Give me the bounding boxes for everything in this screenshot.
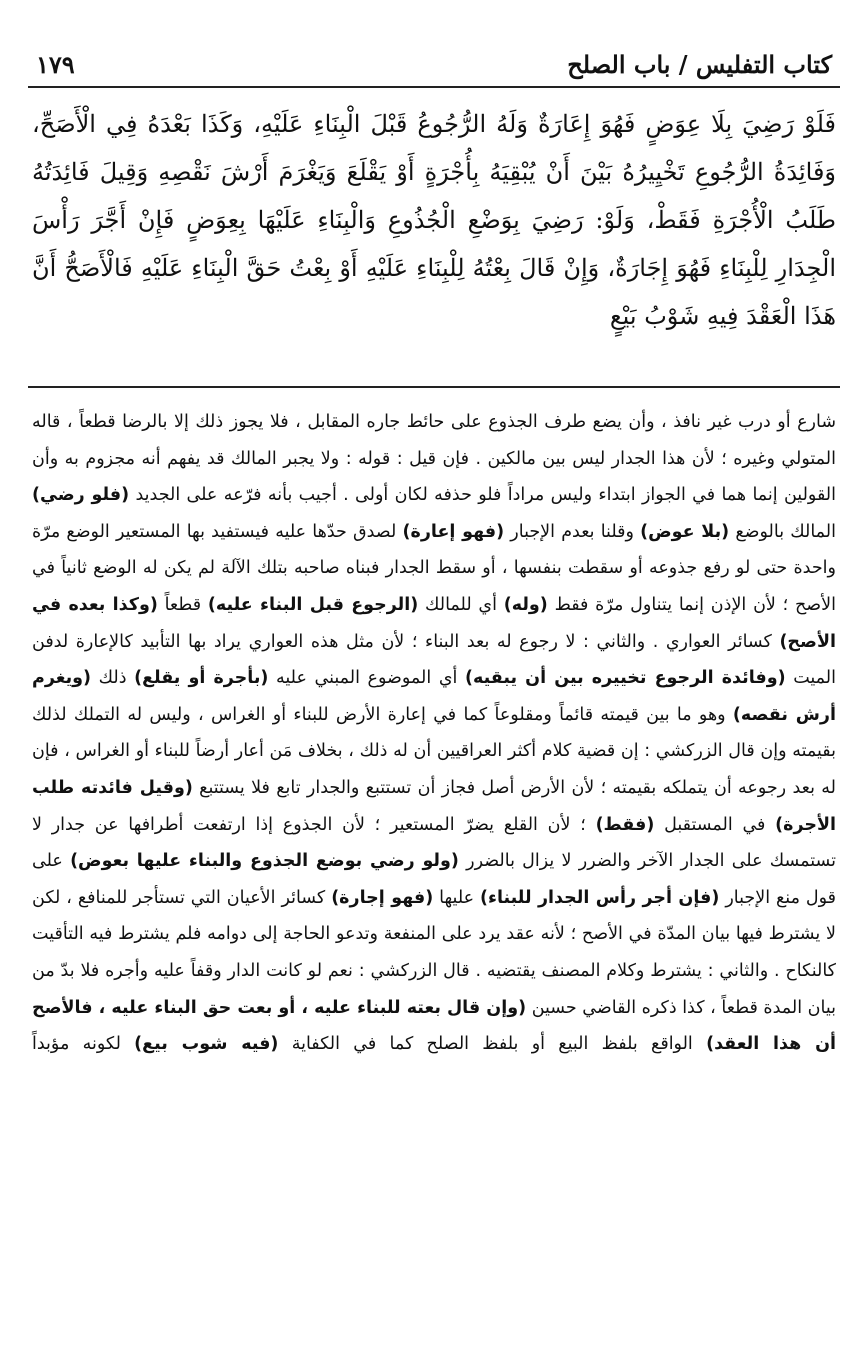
page-header xyxy=(28,42,840,88)
commentary-text: أي الموضوع المبني عليه xyxy=(268,668,465,689)
matn-quotation: (وكذا بعده في الأصح) xyxy=(32,594,836,652)
matn-quotation: (ولو رضي بوضع الجذوع والبناء عليها بعوض) xyxy=(70,851,459,872)
commentary-text: ؛ لأن القلع يضرّ المستعير ؛ لأن الجذوع إذا ارتفعت أطرافها عن جدار لا تستمسك على الجدار الآخر والضرر لا يزال بالضرر xyxy=(32,814,836,872)
commentary-text: المالك بالوضع xyxy=(729,521,836,542)
matn-quotation: (فيه شوب بيع) xyxy=(134,1034,279,1055)
separator-rule xyxy=(28,386,840,388)
matn-quotation: (الرجوع قبل البناء عليه) xyxy=(207,594,419,615)
matn-quotation: (فهو إجارة) xyxy=(331,887,434,908)
book-page xyxy=(28,30,840,1350)
matn-quotation: (وقيل فائدته طلب الأجرة) xyxy=(32,777,836,835)
commentary-text: أي للمالك xyxy=(418,594,504,615)
commentary-text: لصدق حدّها عليه فيستفيد بها المستعير الوضع مرّة واحدة حتى لو رفع جذوعه أو سقطت بنفسها ، أو سقط الجدار فبناه صاحبه بتلك الآلة لم يكن له الوضع ثانياً في الأصح ؛ لأن الإذن إنما يتناول مرّة فقط xyxy=(32,521,837,615)
matn-quotation: (بلا عوض) xyxy=(640,521,730,542)
matn-quotation: (فإن أجر رأس الجدار للبناء) xyxy=(480,887,720,908)
page-number: ١٧٩ xyxy=(36,49,75,79)
matn-quotation: (فقط) xyxy=(595,814,655,835)
matn-quotation: (وإن قال بعته للبناء عليه ، أو بعت حق البناء عليه ، فالأصح أن هذا العقد) xyxy=(32,997,837,1055)
matn-quotation: (فلو رضي) xyxy=(32,485,130,506)
commentary-text: على قول منع الإجبار xyxy=(32,851,837,908)
matn-quotation: (ويغرم أرش نقصه) xyxy=(32,668,836,725)
commentary-text: كسائر الأعيان التي تستأجر للمنافع ، لكن لا يشترط فيها بيان المدّة في الأصح ؛ لأنه عقد يرد على المنفعة وتدعو الحاجة إلى دوامه فلم يشترط فيه التأقيت كالنكاح . والثاني : يشترط وكلام المصنف يقتضيه . قال الزركشي : نعم لو كانت الدار وقفاً عليه وأجره فلا بدّ من بيان المدة قطعاً ، كذا ذكره القاضي حسين xyxy=(32,887,836,1018)
commentary-text: كسائر العواري . والثاني : لا رجوع له بعد البناء ؛ لأن مثل هذه العواري يراد بها التأبيد كالإعارة لدفن الميت xyxy=(32,631,836,689)
commentary-text: شارع أو درب غير نافذ ، وأن يضع طرف الجذوع على حائط جاره المقابل ، فلا يجوز ذلك إلا بالرضا قطعاً ، قاله المتولي وغيره ؛ لأن هذا الجدار ليس بين مالكين . فإن قيل : قوله : ولا يجبر المالك قد يفهم أنه مجزوم به وأن القولين إنما هما في الجواز ابتداء وليس مراداً فلو حذفه لكان أولى . أجيب بأنه فرّعه على الجديد xyxy=(32,412,836,506)
commentary-text: ذلك xyxy=(91,668,135,689)
commentary-text: الواقع بلفظ البيع أو بلفظ الصلح كما في الكفاية xyxy=(278,1034,707,1055)
matn-text: فَلَوْ رَضِيَ بِلَا عِوَضٍ فَهُوَ إِعَارَةٌ وَلَهُ الرُّجُوعُ قَبْلَ الْبِنَاءِ عَلَيْهِ، وَكَذَا بَعْدَهُ فِي الْأَصَحِّ، وَفَائِدَةُ الرُّجُوعِ تَخْيِيرُهُ بَيْنَ أَنْ يُبْقِيَهُ بِأُجْرَةٍ أَوْ يَقْلَعَ وَيَغْرَمَ أَرْشَ نَقْصِهِ وَقِيلَ فَائِدَتُهُ طَلَبُ الْأُجْرَةِ فَقَطْ، وَلَوْ: رَضِيَ بِوَضْعِ الْجُذُوعِ وَالْبِنَاءِ عَلَيْهَا بِعِوَضٍ فَإِنْ أَجَّرَ رَأْسَ الْجِدَارِ لِلْبِنَاءِ فَهُوَ إِجَارَةٌ، وَإِنْ قَالَ بِعْتُهُ لِلْبِنَاءِ عَلَيْهِ أَوْ بِعْتُ حَقَّ الْبِنَاءِ عَلَيْهِ فَالْأَصَحُّ أَنَّ هَذَا الْعَقْدَ فِيهِ شَوْبُ بَيْعٍ xyxy=(32,110,837,330)
commentary-text: في المستقبل xyxy=(654,814,776,835)
commentary-text: عليها xyxy=(433,887,480,908)
commentary-text: وهو ما بين قيمته قائماً ومقلوعاً كما في إعارة الأرض للبناء أو الغراس ، وليس له التملك لذلك بقيمته وإن قال الزركشي : إن قضية كلام أكثر العراقيين أن له ذلك ، بخلاف مَن أعار أرضاً للبناء أو الغراس ، فإن له بعد رجوعه أن يتملكه بقيمته ؛ لأن الأرض أصل فجاز أن تستتبع والجدار تابع فلا يستتبع xyxy=(32,704,836,798)
sharh-commentary xyxy=(32,404,836,1063)
commentary-text: وقلنا بعدم الإجبار xyxy=(504,521,641,542)
matn-quotation: (فهو إعارة) xyxy=(402,521,505,542)
commentary-text: قطعاً xyxy=(157,594,208,615)
matn-quotation: (بأجرة أو يقلع) xyxy=(134,668,269,689)
commentary-text: لكونه مؤبداً xyxy=(32,1034,135,1055)
matn-quotation: (وله) xyxy=(503,594,548,615)
running-title: كتاب التفليس / باب الصلح xyxy=(567,49,832,79)
matn-quotation: (وفائدة الرجوع تخييره بين أن يبقيه) xyxy=(464,668,786,689)
